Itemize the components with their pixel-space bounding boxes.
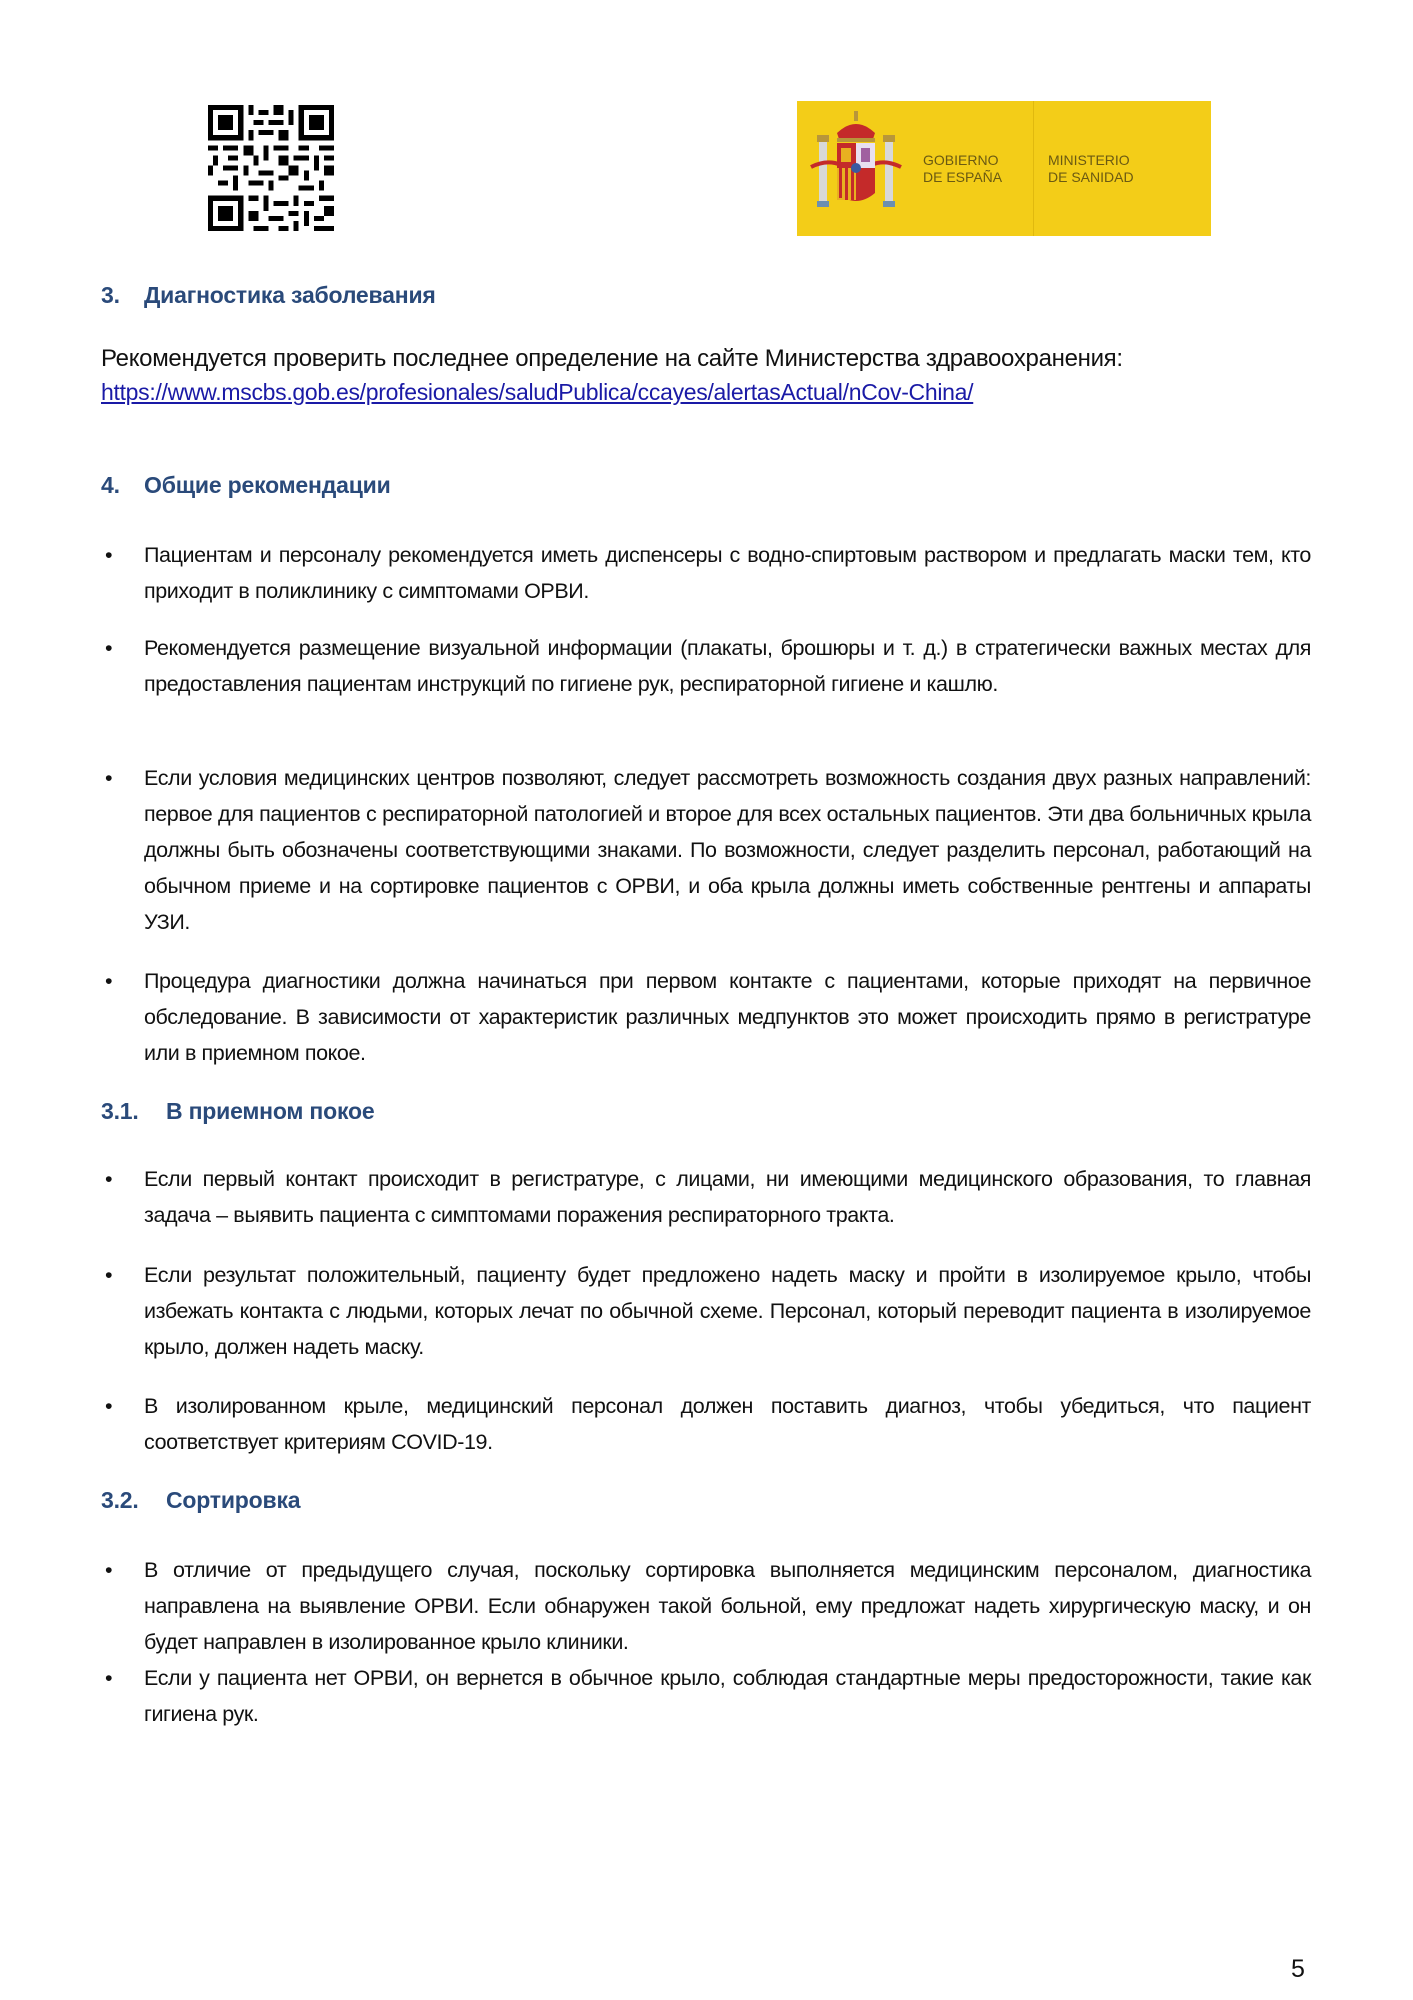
list-item xyxy=(101,1388,1311,1460)
coat-of-arms-icon xyxy=(797,101,917,236)
list-item-text: Пациентам и персоналу рекомендуется иметь диспенсеры с водно-спиртовым раствором и предлагать маски тем, кто приходит в поликлинику с симптомами ОРВИ. xyxy=(144,543,1311,603)
section-3-2-heading xyxy=(101,1487,300,1514)
list-item-text: В отличие от предыдущего случая, поскольку сортировка выполняется медицинским персоналом, диагностика направлена на выявление ОРВИ. Если обнаружен такой больной, ему предложат надеть хирургическую маску, и он будет направлен в изолированное крыло клиники. xyxy=(144,1558,1311,1654)
list-item xyxy=(101,963,1311,1071)
qr-code-icon xyxy=(208,104,334,232)
bullet-icon: • xyxy=(105,1558,113,1582)
ministerio-line2: DE SANIDAD xyxy=(1048,168,1134,185)
bullet-icon: • xyxy=(105,1394,113,1418)
bullet-icon: • xyxy=(105,969,113,993)
ministerio-label xyxy=(1034,152,1211,186)
list-item-text: Рекомендуется размещение визуальной информации (плакаты, брошюры и т. д.) в стратегически важных местах для предоставления пациентам инструкций по гигиене рук, респираторной гигиене и кашлю. xyxy=(144,636,1311,696)
ministerio-line1: MINISTERIO xyxy=(1048,151,1130,168)
section-title: Общие рекомендации xyxy=(144,472,391,498)
list-item-text: Процедура диагностики должна начинаться при первом контакте с пациентами, которые приходят на первичное обследование. В зависимости от характеристик различных медпунктов это может происходить прямо в регистратуре или в приемном покое. xyxy=(144,969,1311,1065)
list-item-text: Если у пациента нет ОРВИ, он вернется в обычное крыло, соблюдая стандартные меры предосторожности, такие как гигиена рук. xyxy=(144,1666,1311,1726)
bullet-icon: • xyxy=(105,1666,113,1690)
list-item xyxy=(101,1552,1311,1660)
gobierno-de-espana-logo xyxy=(797,101,1211,236)
section-number: 4. xyxy=(101,472,120,498)
list-item-text: Если первый контакт происходит в регистратуре, с лицами, ни имеющими медицинского образования, то главная задача – выявить пациента с симптомами поражения респираторного тракта. xyxy=(144,1167,1311,1227)
gobierno-line1: GOBIERNO xyxy=(923,151,999,168)
section-3-1-heading xyxy=(101,1098,374,1125)
section-4-heading xyxy=(101,472,391,499)
list-item xyxy=(101,760,1311,940)
section-title: Диагностика заболевания xyxy=(144,282,436,308)
list-item-text: Если условия медицинских центров позволяют, следует рассмотреть возможность создания двух разных направлений: первое для пациентов с респираторной патологией и второе для всех остальных пациентов. Эти два больничных крыла должны быть обозначены соответствующими знаками. По возможности, следует разделить персонал, работающий на обычном приеме и на сортировке пациентов с ОРВИ, и оба крыла должны иметь собственные рентгены и аппараты УЗИ. xyxy=(144,766,1311,934)
list-item-text: В изолированном крыле, медицинский персонал должен поставить диагноз, чтобы убедиться, что пациент соответствует критериям COVID-19. xyxy=(144,1394,1311,1454)
list-item xyxy=(101,1161,1311,1233)
list-item-text: Если результат положительный, пациенту будет предложено надеть маску и пройти в изолируемое крыло, чтобы избежать контакта с людьми, которых лечат по обычной схеме. Персонал, который переводит пациента в изолируемое крыло, должен надеть маску. xyxy=(144,1263,1311,1359)
diagnosis-intro-text: Рекомендуется проверить последнее определение на сайте Министерства здравоохранения: xyxy=(101,345,1123,372)
bullet-icon: • xyxy=(105,1263,113,1287)
bullet-icon: • xyxy=(105,636,113,660)
list-item xyxy=(101,537,1311,609)
bullet-icon: • xyxy=(105,766,113,790)
list-item xyxy=(101,1660,1311,1732)
section-number: 3. xyxy=(101,282,120,308)
bullet-icon: • xyxy=(105,543,113,567)
section-number: 3.2. xyxy=(101,1487,139,1513)
page-number: 5 xyxy=(1291,1955,1305,1983)
gobierno-label xyxy=(917,101,1034,236)
section-3-heading xyxy=(101,282,436,309)
list-item xyxy=(101,1257,1311,1365)
section-title: В приемном покое xyxy=(166,1098,375,1124)
bullet-icon: • xyxy=(105,1167,113,1191)
gobierno-line2: DE ESPAÑA xyxy=(923,168,1003,185)
ministry-link[interactable]: https://www.mscbs.gob.es/profesionales/saludPublica/ccayes/alertasActual/nCov-China/ xyxy=(101,379,974,405)
list-item xyxy=(101,630,1311,702)
section-title: Сортировка xyxy=(166,1487,301,1513)
section-number: 3.1. xyxy=(101,1098,139,1124)
